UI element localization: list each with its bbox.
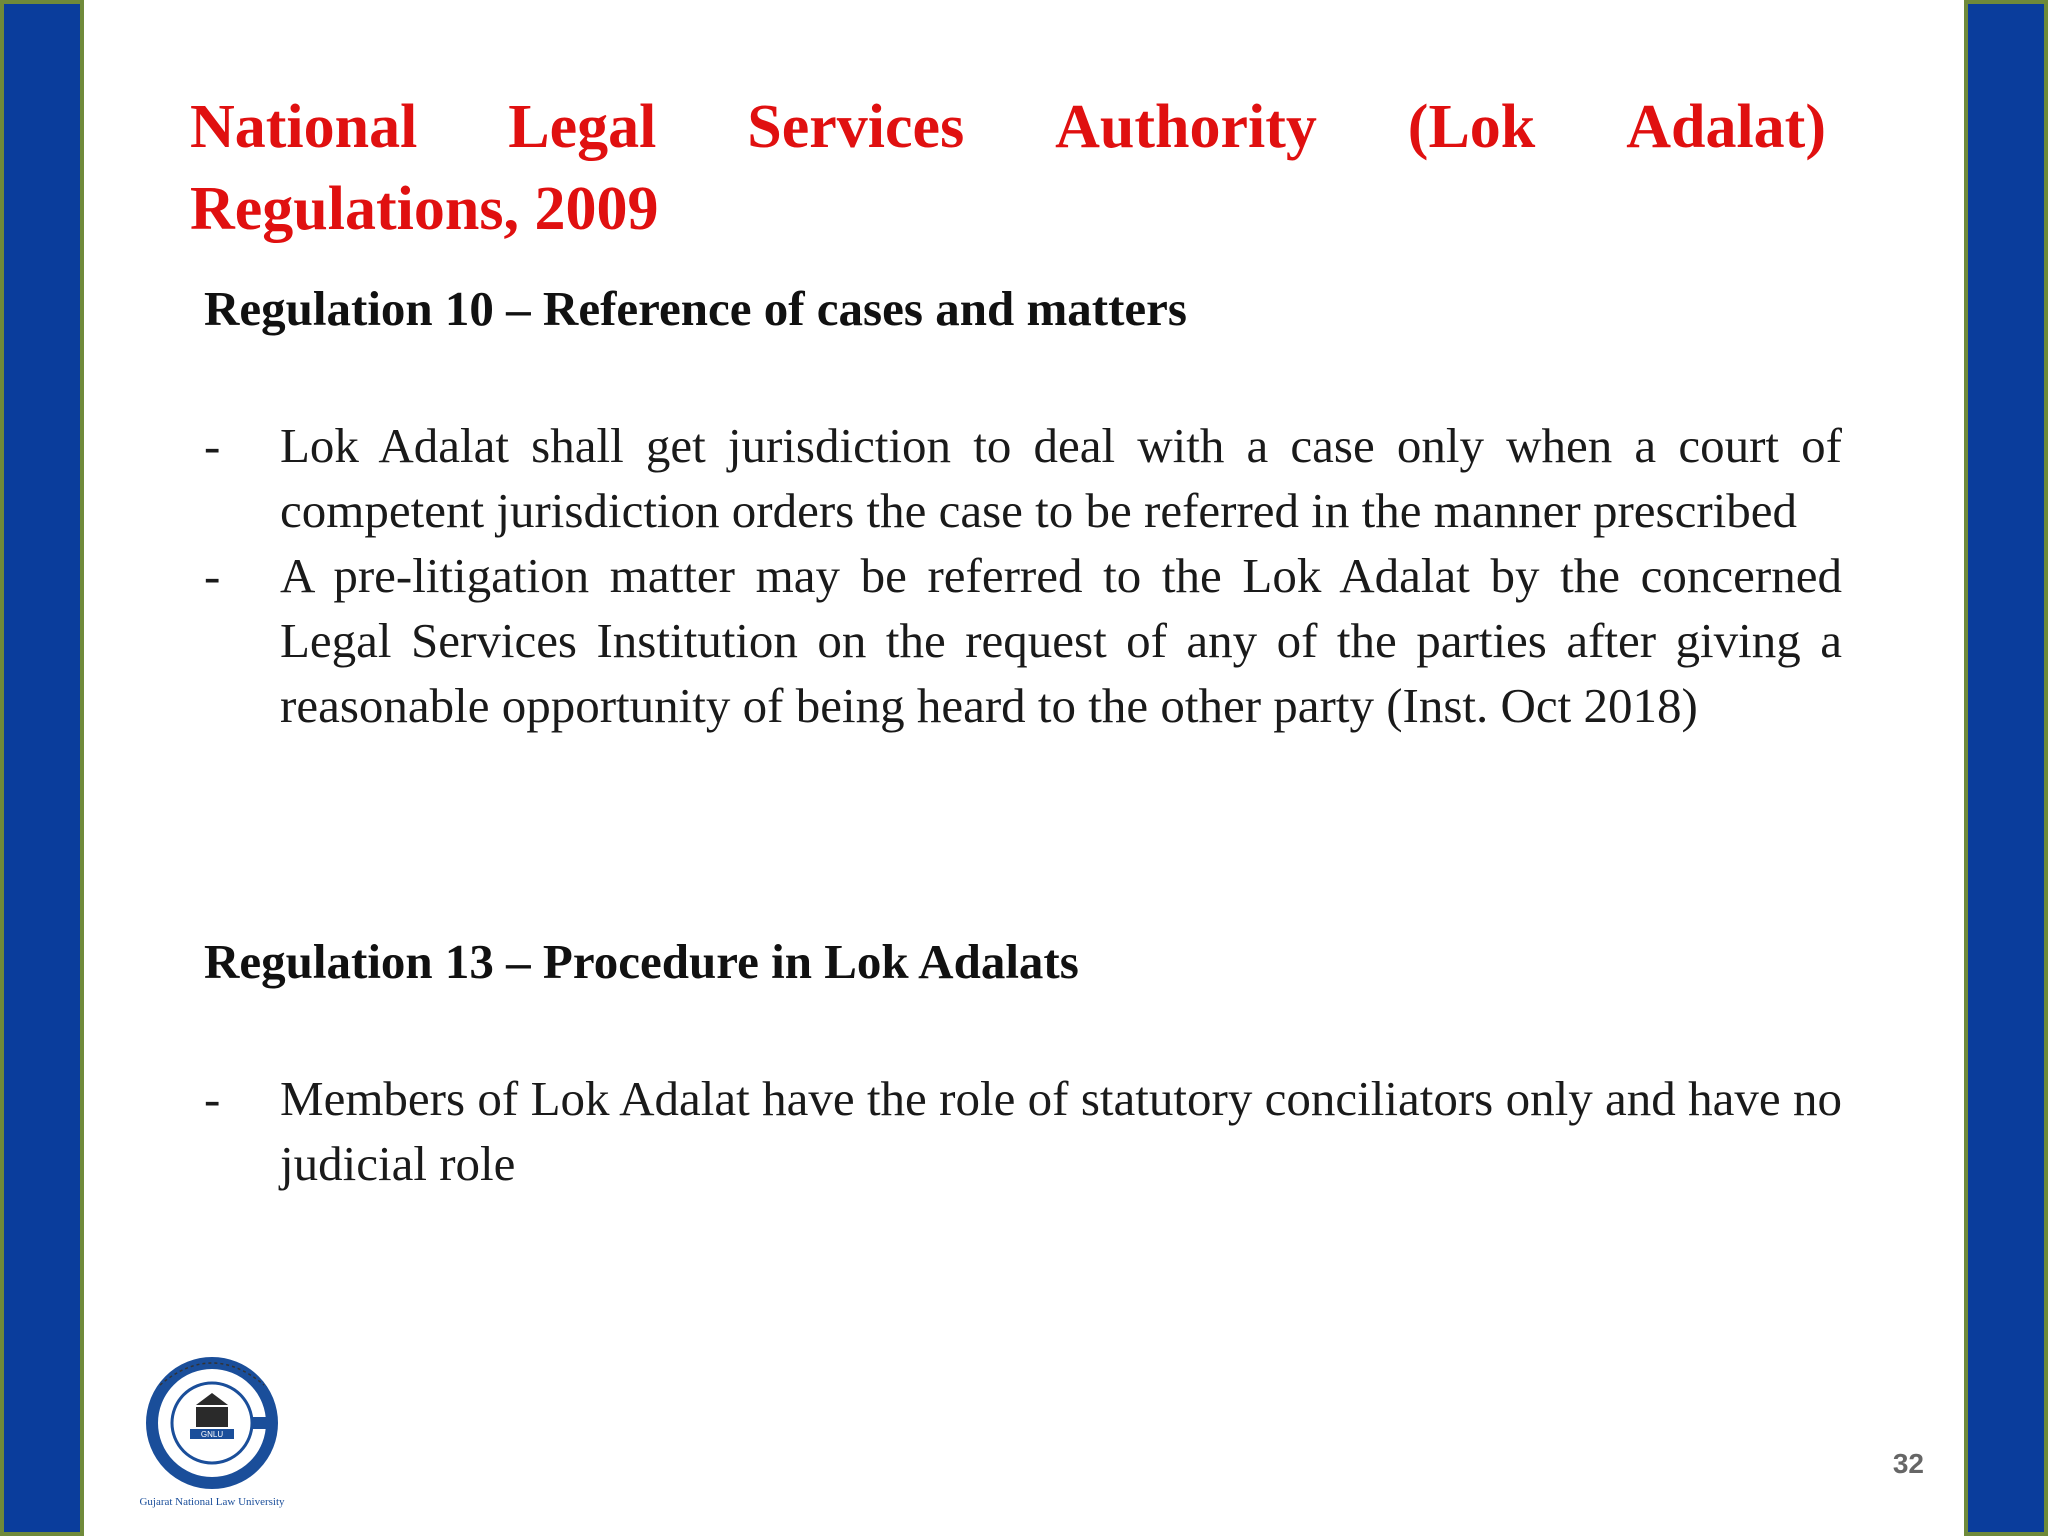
bullet-dash: - (204, 1071, 221, 1126)
regulation-13-heading: Regulation 13 – Procedure in Lok Adalats (204, 934, 1079, 989)
title-word: Legal (508, 93, 657, 161)
title-word: Adalat) (1626, 93, 1826, 161)
logo-initials: GNLU (200, 1430, 224, 1439)
bullet-item (204, 1066, 1842, 1196)
bullet-dash: - (204, 548, 221, 603)
regulation-10-heading: Regulation 10 – Reference of cases and matters (204, 281, 1187, 336)
bullet-text: Members of Lok Adalat have the role of statutory conciliators only and have no judicial role (280, 1071, 1842, 1191)
bullet-item (204, 543, 1842, 738)
title-word: Authority (1055, 93, 1317, 161)
title-word: National (190, 93, 418, 161)
title-line-2: Regulations, 2009 (190, 175, 659, 243)
title-line-1 (190, 86, 1826, 168)
bullet-dash: - (204, 418, 221, 473)
page-number: 32 (1892, 1448, 1924, 1479)
gnlu-emblem-icon (130, 1345, 300, 1515)
logo-caption: Gujarat National Law University (139, 1496, 285, 1508)
regulation-10-bullet-list (204, 413, 1842, 738)
bullet-item (204, 413, 1842, 543)
left-side-bar (0, 0, 84, 1536)
title-word: (Lok (1407, 93, 1536, 161)
bullet-text: Lok Adalat shall get jurisdiction to deal with a case only when a court of competent jurisdiction orders the case to be referred in the manner prescribed (280, 418, 1842, 538)
title-word: Services (747, 93, 965, 161)
regulation-13-bullet-list (204, 1066, 1842, 1196)
slide-title (190, 86, 1826, 250)
bullet-text: A pre-litigation matter may be referred to the Lok Adalat by the concerned Legal Services Institution on the request of any of the parties after giving a reasonable opportunity of being heard to the other party (Inst. Oct 2018) (280, 548, 1842, 733)
right-side-bar (1964, 0, 2048, 1536)
